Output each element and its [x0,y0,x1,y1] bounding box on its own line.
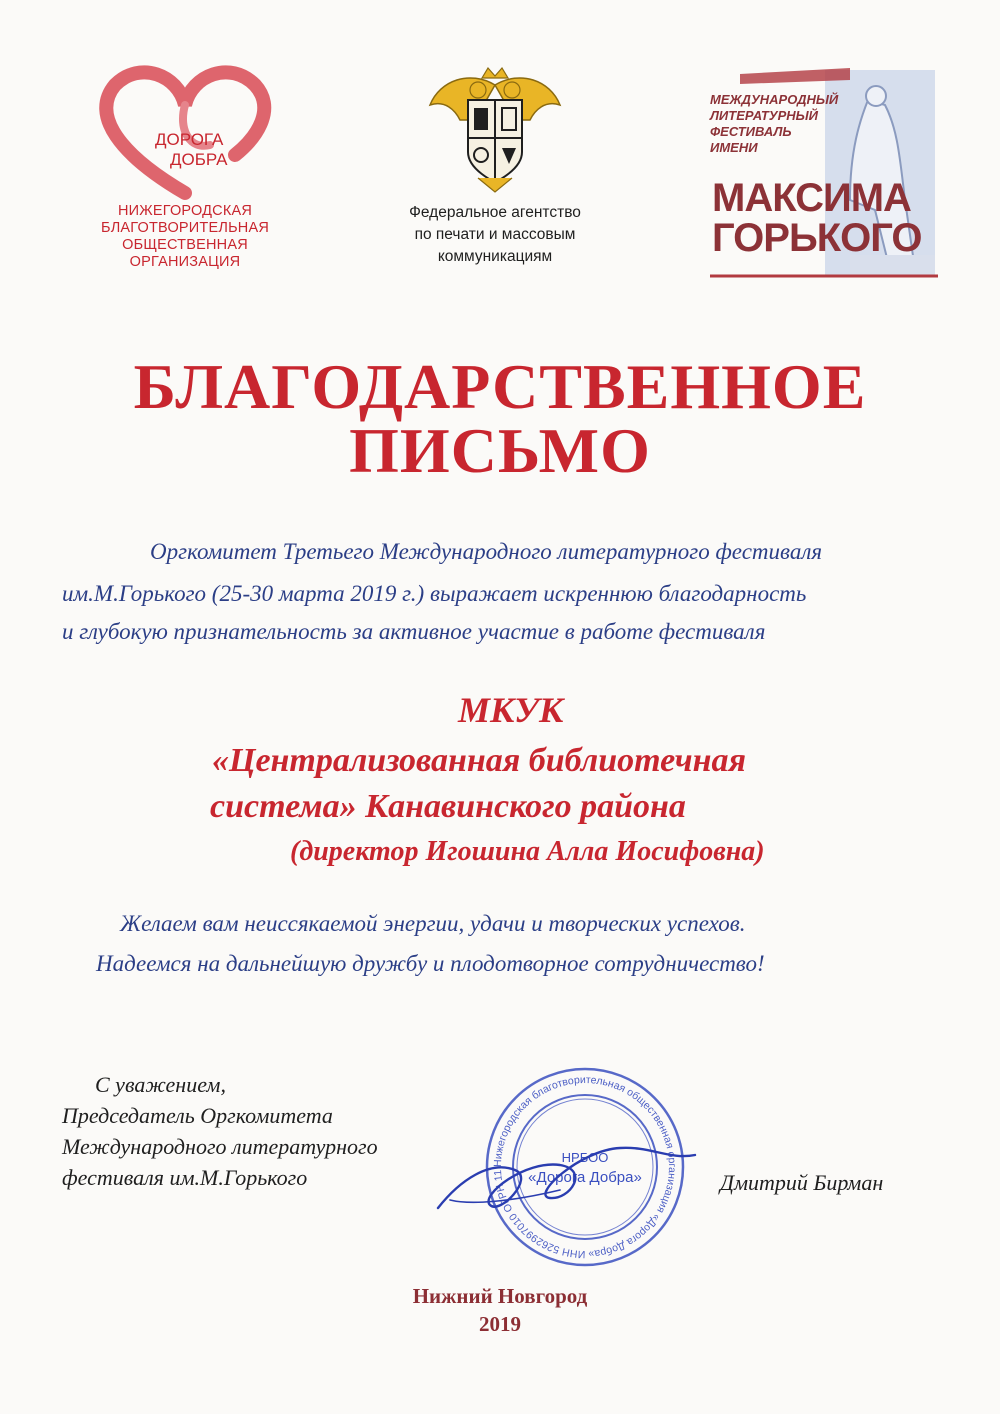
left-org-name [60,203,310,271]
recipient-org-abbr: МКУК [458,690,564,730]
logo-text-line2: ДОБРА [170,150,228,169]
gorky-festival-logo [700,60,950,290]
footer-city: Нижний Новгород [412,1284,588,1308]
festival-name-line: ГОРЬКОГО [712,216,922,260]
stamp-center-line2: «Дорога Добра» [528,1169,642,1186]
stamp-ring-text: Нижегородская благотворительная общественная организация «Дорога Добра» ИНН 5262997010 ОГРН 11 [491,1073,679,1261]
signer-title-line: Международного литературного [62,1134,378,1159]
festival-subtitle-line: МЕЖДУНАРОДНЫЙ [710,92,839,107]
festival-subtitle-line: ФЕСТИВАЛЬ [710,124,792,139]
festival-name [712,178,921,258]
center-org-line: коммуникациям [437,248,553,265]
heart-ribbon-icon [60,55,310,205]
closing-greeting: С уважением, [95,1072,226,1097]
signer-title-line: Председатель Оргкомитета [62,1103,333,1128]
doroga-dobra-logo [60,55,310,285]
center-org-line: Федеральное агентство [409,204,581,221]
festival-subtitle-line: ИМЕНИ [710,140,758,155]
recipient-org-name-line1: «Централизованная библиотечная [212,742,746,779]
intro-line: Оргкомитет Третьего Международного литературного фестиваля [150,539,823,564]
wishes-line: Желаем вам неиссякаемой энергии, удачи и творческих успехов. [120,911,746,936]
letter-title-line2: ПИСЬМО [349,415,651,486]
left-org-line: БЛАГОТВОРИТЕЛЬНАЯ [100,220,269,236]
festival-name-line: МАКСИМА [712,176,911,220]
federal-agency-logo [360,60,630,290]
handwritten-signature [430,1120,710,1230]
recipient-director: (директор Игошина Алла Иосифовна) [290,836,765,867]
festival-subtitle-line: ЛИТЕРАТУРНЫЙ [710,108,818,123]
left-org-line: НИЖЕГОРОДСКАЯ [117,203,253,219]
logo-text-line1: ДОРОГА [155,130,224,149]
center-org-line: по печати и массовым [414,226,576,243]
left-org-line: ОБЩЕСТВЕННАЯ [122,237,248,253]
recipient-org-name-line2: система» Канавинского района [210,788,686,825]
center-org-name [360,202,630,268]
festival-subtitle [710,92,930,156]
intro-line: и глубокую признательность за активное участие в работе фестиваля [62,619,766,644]
footer-year: 2019 [479,1312,521,1336]
double-headed-eagle-emblem-icon [360,60,630,195]
stamp-center-line1: НРБОО [561,1150,609,1165]
signer-title-line: фестиваля им.М.Горького [62,1165,308,1190]
intro-line: им.М.Горького (25-30 марта 2019 г.) выражает искреннюю благодарность [62,581,807,606]
wishes-line: Надеемся на дальнейшую дружбу и плодотворное сотрудничество! [96,951,765,976]
letter-title-line1: БЛАГОДАРСТВЕННОЕ [133,351,867,422]
signer-name: Дмитрий Бирман [720,1170,884,1195]
left-org-line: ОРГАНИЗАЦИЯ [129,254,241,270]
